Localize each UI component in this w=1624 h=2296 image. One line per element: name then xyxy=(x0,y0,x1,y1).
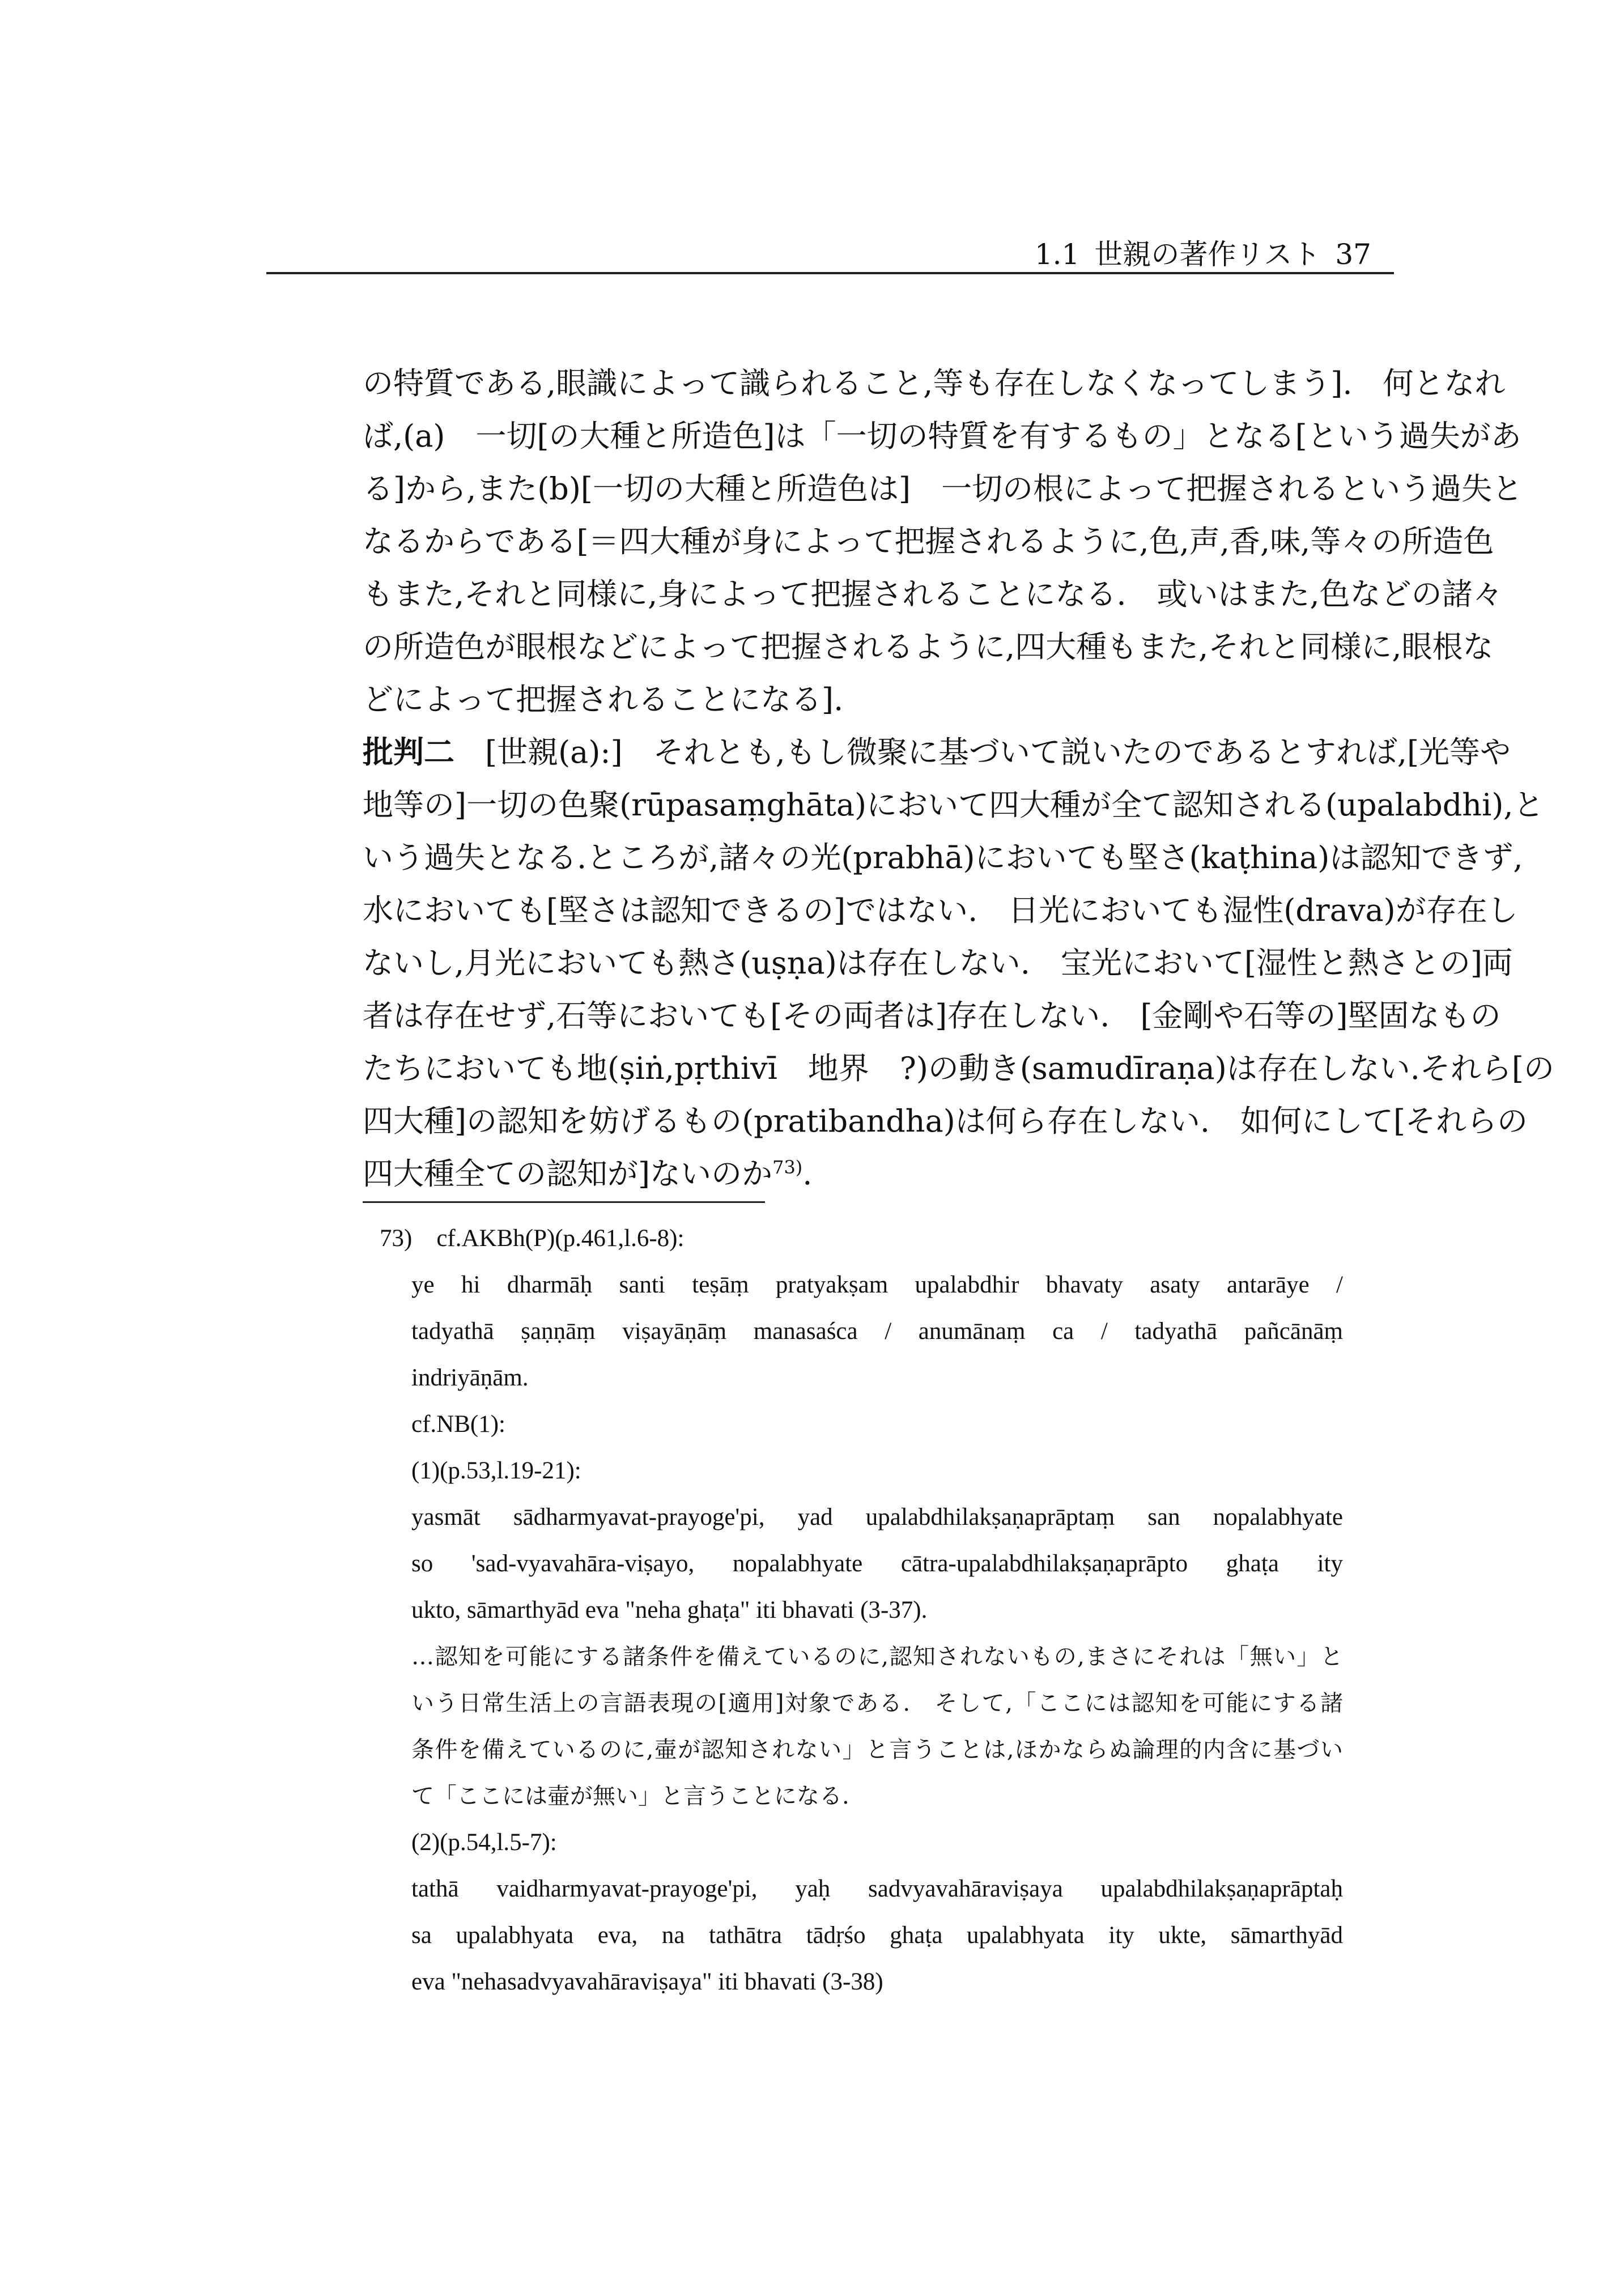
text-line-end: 四大種全ての認知が]ないのか xyxy=(363,1156,773,1192)
text-line: たちにおいても地(ṣiṅ,pṛthivī 地界 ?)の動き(samudīraṇa)は存在しない.それら[の xyxy=(363,1051,1554,1086)
footnote-head: 73) cf.AKBh(P)(p.461,l.6-8): xyxy=(380,1225,685,1252)
footnote-line: eva "nehasadvyavahāraviṣaya" iti bhavati (3-38) xyxy=(411,1968,883,1995)
footnote-line: yasmāt sādharmyavat-prayoge'pi, yad upalabdhilakṣaṇaprāptaṃ san nopalabhyate xyxy=(411,1504,1343,1530)
text-line: 地等の]一切の色聚(rūpasaṃghāta)において四大種が全て認知される(upalabdhi),と xyxy=(363,787,1544,823)
main-text xyxy=(363,357,1554,1200)
text-line: いう過失となる.ところが,諸々の光(prabhā)においても堅さ(kaṭhina)は認知できず, xyxy=(363,840,1523,875)
text-line: もまた,それと同様に,身によって把握されることになる. 或いはまた,色などの諸々 xyxy=(363,576,1503,612)
footnote-line: sa upalabhyata eva, na tathātra tādṛśo ghaṭa upalabhyata ity ukte, sāmarthyād xyxy=(411,1922,1343,1949)
critique-label: 批判二 xyxy=(363,734,454,770)
text-line: なるからである[＝四大種が身によって把握されるように,色,声,香,味,等々の所造色 xyxy=(363,524,1494,559)
critique-line xyxy=(363,726,1511,779)
text-line-last xyxy=(363,1147,1366,1200)
footnote-ref: 73) xyxy=(772,1156,803,1178)
text-line: 四大種]の認知を妨げるもの(pratibandha)は何ら存在しない. 如何にして[それらの xyxy=(363,1103,1528,1139)
text-line: の所造色が眼根などによって把握されるように,四大種もまた,それと同様に,眼根な xyxy=(363,629,1494,665)
text-line: 者は存在せず,石等においても[その両者は]存在しない. [金剛や石等の]堅固なもの xyxy=(363,998,1501,1034)
footnote-line: ukto, sāmarthyād eva "neha ghaṭa" iti bhavati (3-37). xyxy=(411,1597,928,1623)
footnote-jp-line: …認知を可能にする諸条件を備えているのに,認知されないもの,まさにそれは「無い」と xyxy=(411,1644,1343,1670)
text-line: ば,(a) 一切[の大種と所造色]は「一切の特質を有するもの」となる[という過失があ xyxy=(363,418,1521,454)
header-text xyxy=(1020,238,1371,271)
footnote-line: ye hi dharmāḥ santi teṣāṃ pratyakṣam upalabdhir bhavaty asaty antarāye / xyxy=(411,1272,1343,1298)
critique-text: [世親(a):] それとも,もし微聚に基づいて説いたのであるとすれば,[光等や xyxy=(485,734,1511,770)
footnote-line: cf.NB(1): xyxy=(411,1411,505,1438)
footnote-line: so 'sad-vyavahāra-viṣayo, nopalabhyate cātra-upalabdhilakṣaṇaprāpto ghaṭa ity xyxy=(411,1550,1343,1577)
footnote-line: indriyāṇām. xyxy=(411,1364,529,1391)
text-line: ないし,月光においても熱さ(uṣṇa)は存在しない. 宝光において[湿性と熱さとの]両 xyxy=(363,945,1514,981)
footnote-jp-line: いう日常生活上の言語表現の[適用]対象である. そして,「ここには認知を可能にする諸 xyxy=(411,1690,1343,1716)
text-line: の特質である,眼識によって識られること,等も存在しなくなってしまう]. 何となれ xyxy=(363,365,1506,401)
text-line: 水においても[堅さは認知できるの]ではない. 日光においても湿性(drava)が存在し xyxy=(363,892,1518,928)
footnote-line: (1)(p.53,l.19-21): xyxy=(411,1457,581,1484)
end-punct: . xyxy=(802,1156,813,1192)
footnote-line: tathā vaidharmyavat-prayoge'pi, yaḥ sadvyavahāraviṣaya upalabdhilakṣaṇaprāptaḥ xyxy=(411,1876,1343,1902)
footnote-jp-line: 条件を備えているのに,壷が認知されない」と言うことは,ほかならぬ論理的内含に基づい xyxy=(411,1737,1343,1763)
running-header xyxy=(266,237,1394,274)
section-number: 1.1 xyxy=(1034,238,1080,271)
page-number: 37 xyxy=(1335,238,1371,271)
section-title: 世親の著作リスト xyxy=(1094,238,1321,271)
footnote-rule xyxy=(363,1201,765,1203)
text-line: どによって把握されることになる]. xyxy=(363,682,844,717)
footnote-jp-line: て「ここには壷が無い」と言うことになる. xyxy=(411,1783,849,1809)
footnote xyxy=(380,1215,1343,2005)
text-line: る]から,また(b)[一切の大種と所造色は] 一切の根によって把握されるという過失と xyxy=(363,471,1523,507)
footnote-line: tadyathā ṣaṇṇāṃ viṣayāṇāṃ manasaśca / anumānaṃ ca / tadyathā pañcānāṃ xyxy=(411,1318,1343,1345)
footnote-line: (2)(p.54,l.5-7): xyxy=(411,1829,557,1856)
